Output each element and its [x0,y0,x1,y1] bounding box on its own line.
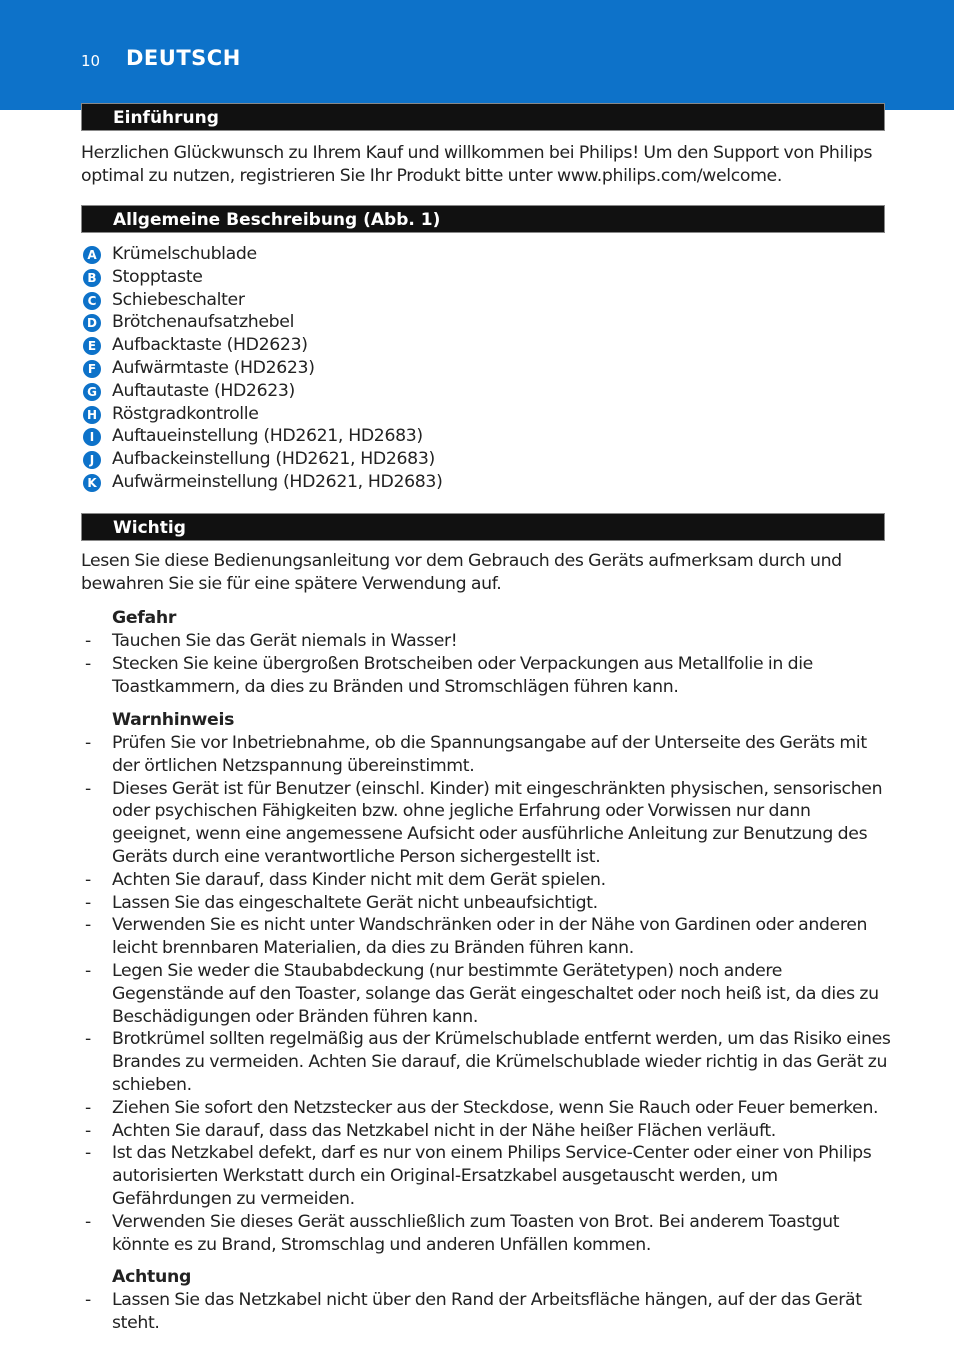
list-item-text: Stecken Sie keine übergroßen Brotscheiben oder Verpackungen aus Metallfolie in die Toastkammern, da dies zu Bränden und Stromschlägen führen kann. [112,653,813,697]
list-item [81,1028,891,1096]
dash-bullet: - [85,1143,91,1164]
dash-bullet: - [85,1029,91,1050]
section-bar-description [81,205,885,233]
list-item-label: Krümelschublade [112,244,257,264]
list-item-label: Aufbackeinstellung (HD2621, HD2683) [112,449,435,470]
section-title-intro: Einführung [113,108,219,128]
letter-badge-icon: J [83,451,101,469]
letter-badge-icon: I [83,428,101,446]
dash-bullet: - [85,869,91,890]
letter-badge-icon: B [83,269,101,287]
dash-bullet: - [85,1211,91,1232]
list-item-text: Ist das Netzkabel defekt, darf es nur von einem Philips Service-Center oder einer von Philips autorisierten Werkstatt durch ein Original-Ersatzkabel ausgetauscht werden, um Gefährdungen zu vermeiden. [112,1143,872,1209]
letter-badge-icon: E [83,337,101,355]
dash-bullet: - [85,631,91,651]
list-item [81,732,891,778]
list-item [81,869,891,892]
list-item-label: Schiebeschalter [112,289,245,310]
letter-badge-icon: H [83,406,101,424]
list-item-text: Tauchen Sie das Gerät niemals in Wasser! [112,631,458,651]
list-item [81,1289,891,1335]
section-bar-intro [81,103,885,131]
warning-heading: Warnhinweis [112,710,235,730]
list-item [81,1211,891,1257]
section-title-description: Allgemeine Beschreibung (Abb. 1) [113,210,441,230]
list-item-label: Auftautaste (HD2623) [112,380,295,401]
list-item [81,892,891,915]
list-item-text: Ziehen Sie sofort den Netzstecker aus der Steckdose, wenn Sie Rauch oder Feuer bemerken. [112,1097,879,1118]
page-number: 10 [81,52,101,70]
dash-bullet: - [85,653,91,674]
list-item-text: Verwenden Sie es nicht unter Wandschränken oder in der Nähe von Gardinen oder anderen leicht brennbaren Materialien, da dies zu Bränden führen kann. [112,915,868,959]
list-item-text: Verwenden Sie dieses Gerät ausschließlich zum Toasten von Brot. Bei anderem Toastgut könnte es zu Brand, Stromschlag und anderen Unfällen kommen. [112,1211,840,1255]
dash-bullet: - [85,1097,91,1118]
language-title: DEUTSCH [126,46,241,70]
letter-badge-icon: A [83,246,101,264]
list-item-text: Prüfen Sie vor Inbetriebnahme, ob die Spannungsangabe auf der Unterseite des Geräts mit der örtlichen Netzspannung übereinstimmt. [112,733,867,776]
list-item [81,960,891,1028]
letter-badge-icon: K [83,474,101,492]
letter-badge-icon: F [83,360,101,378]
list-item [81,914,891,960]
list-item-label: Brötchenaufsatzhebel [112,312,295,333]
dash-bullet: - [85,915,91,936]
section-title-important: Wichtig [113,518,186,538]
dash-bullet: - [85,960,91,981]
dash-bullet: - [85,733,91,753]
list-item-text: Achten Sie darauf, dass das Netzkabel nicht in der Nähe heißer Flächen verläuft. [112,1120,776,1141]
list-item [81,1097,891,1120]
list-item-text: Lassen Sie das eingeschaltete Gerät nicht unbeaufsichtigt. [112,892,598,913]
letter-badge-icon: C [83,292,101,310]
danger-heading: Gefahr [112,608,177,628]
caution-list [81,1289,891,1335]
list-item-text: Lassen Sie das Netzkabel nicht über den Rand der Arbeitsfläche hängen, auf der das Gerät steht. [112,1290,862,1333]
dash-bullet: - [85,778,91,799]
dash-bullet: - [85,1120,91,1141]
list-item-label: Röstgradkontrolle [112,403,259,424]
list-item-label: Auftaueinstellung (HD2621, HD2683) [112,426,423,447]
list-item-label: Aufwärmeinstellung (HD2621, HD2683) [112,471,443,492]
intro-paragraph: Herzlichen Glückwunsch zu Ihrem Kauf und willkommen bei Philips! Um den Support von Philips optimal zu nutzen, registrieren Sie Ihr Produkt bitte unter www.philips.com/welcome. [81,143,873,186]
section-bar-important [81,513,885,541]
list-item-label: Aufwärmtaste (HD2623) [112,357,315,378]
list-item [81,1142,891,1210]
dash-bullet: - [85,1290,91,1310]
header-bar [0,0,954,110]
letter-badge-icon: G [83,383,101,401]
danger-list [81,630,891,698]
list-item [81,778,891,869]
list-item-text: Brotkrümel sollten regelmäßig aus der Krümelschublade entfernt werden, um das Risiko eines Brandes zu vermeiden. Achten Sie darauf, die Krümelschublade wieder richtig in das Gerät zu schieben. [112,1029,891,1095]
list-item-label: Aufbacktaste (HD2623) [112,335,308,356]
list-item [81,630,891,653]
list-item-text: Legen Sie weder die Staubabdeckung (nur bestimmte Gerätetypen) noch andere Gegenstände auf den Toaster, solange das Gerät eingeschaltet oder noch heiß ist, da dies zu Beschädigungen oder Bränden führen kann. [112,960,879,1027]
list-item-text: Achten Sie darauf, dass Kinder nicht mit dem Gerät spielen. [112,869,606,890]
important-paragraph: Lesen Sie diese Bedienungsanleitung vor dem Gebrauch des Geräts aufmerksam durch und bewahren Sie sie für eine spätere Verwendung auf. [81,551,842,594]
list-item [81,1120,891,1143]
dash-bullet: - [85,892,91,913]
caution-heading: Achtung [112,1267,192,1287]
list-item-label: Stopptaste [112,266,203,287]
warning-list [81,732,891,1256]
letter-badge-icon: D [83,314,101,332]
list-item-text: Dieses Gerät ist für Benutzer (einschl. Kinder) mit eingeschränkten physischen, sensorischen oder psychischen Fähigkeiten bzw. ohne jegliche Erfahrung oder Vorwissen nur dann geeignet, wenn eine angemessene Aufsicht oder ausführliche Anleitung zur Benutzung des Geräts durch eine verantwortliche Person sichergestellt ist. [112,778,883,867]
list-item [81,653,891,699]
